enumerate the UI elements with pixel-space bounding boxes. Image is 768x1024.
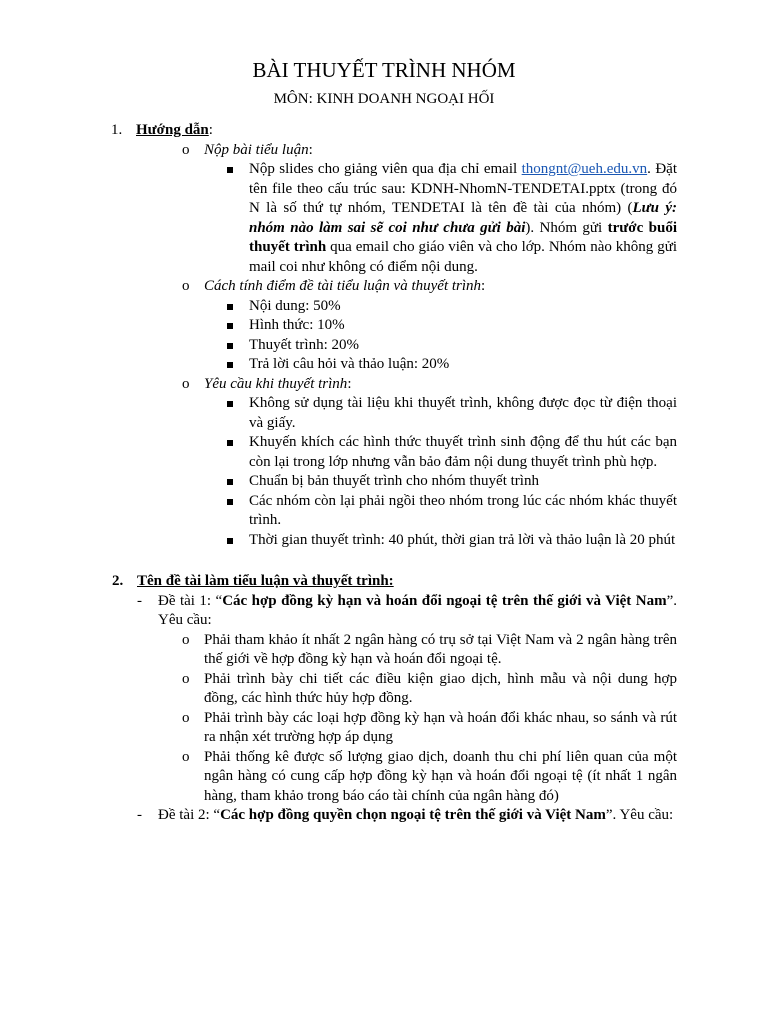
subsection-label: Cách tính điểm đề tài tiểu luận và thuyết trình <box>204 278 482 294</box>
square-bullet-icon <box>227 355 233 375</box>
subsection-label: Yêu cầu khi thuyết trình <box>204 375 348 392</box>
bullet-item: Chuẩn bị bản thuyết trình cho nhóm thuyết trình <box>0 472 677 492</box>
bullet-item: Nộp slides cho giảng viên qua địa chỉ email thongnt@ueh.edu.vn. Đặt tên file theo cấu trúc sau: KDNH-NhomN-TENDETAI.pptx (trong đó N là số thứ tự nhóm, TENDETAI là tên đề tài của nhóm) (Lưu ý: nhóm nào làm sai sẽ coi như chưa gửi bài). Nhóm gửi trước buổi thuyết trình qua email cho giáo viên và cho lớp. Nhóm nào không gửi mail coi như không có điểm nội dung. <box>0 160 677 277</box>
section-title: Hướng dẫn <box>136 122 209 138</box>
topic-2: - Đề tài 2: “Các hợp đồng quyền chọn ngoại tệ trên thế giới và Việt Nam”. Yêu cầu: <box>0 806 677 826</box>
square-bullet-icon <box>227 472 233 492</box>
circle-bullet-icon: o <box>182 278 190 294</box>
square-bullet-icon <box>227 297 233 317</box>
bullet-item: Thuyết trình: 20% <box>0 336 677 356</box>
dash-bullet-icon: - <box>137 592 142 609</box>
bullet-item: Không sử dụng tài liệu khi thuyết trình, không được đọc từ điện thoại và giấy. <box>0 394 677 433</box>
topic-title: Các hợp đồng quyền chọn ngoại tệ trên thế giới và Việt Nam <box>220 807 606 823</box>
section-title: Tên đề tài làm tiểu luận và thuyết trình: <box>137 573 394 589</box>
email-link[interactable]: thongnt@ueh.edu.vn <box>521 161 648 177</box>
topic-requirement: o Phải trình bày các loại hợp đồng kỳ hạn và hoán đổi khác nhau, so sánh và rút ra nhận xét trường hợp áp dụng <box>182 709 677 745</box>
circle-bullet-icon: o <box>182 709 190 726</box>
bullet-item: Trả lời câu hỏi và thảo luận: 20% <box>0 355 677 375</box>
square-bullet-icon <box>227 433 233 453</box>
subsection-cach-tinh-diem: o Cách tính điểm đề tài tiểu luận và thuyết trình: <box>0 277 768 297</box>
circle-bullet-icon: o <box>182 670 190 687</box>
square-bullet-icon <box>227 336 233 356</box>
document-title: BÀI THUYẾT TRÌNH NHÓM <box>252 58 516 82</box>
section-2-heading <box>0 572 768 592</box>
square-bullet-icon <box>227 531 233 551</box>
subsection-nop-bai: o Nộp bài tiểu luận: <box>0 141 768 161</box>
section-number: 2. <box>112 573 124 589</box>
square-bullet-icon <box>227 316 233 336</box>
subsection-label: Nộp bài tiểu luận <box>204 141 309 158</box>
square-bullet-icon <box>227 394 233 414</box>
circle-bullet-icon: o <box>182 141 190 158</box>
circle-bullet-icon: o <box>182 748 190 765</box>
circle-bullet-icon: o <box>182 375 190 392</box>
bullet-item: Khuyến khích các hình thức thuyết trình sinh động để thu hút các bạn còn lại trong lớp nhưng vẫn bảo đảm nội dung thuyết trình phù hợp. <box>0 433 677 472</box>
document-body <box>0 121 768 826</box>
warning-note: Lưu ý: nhóm nào làm sai sẽ coi như chưa gửi bài <box>249 200 677 236</box>
circle-bullet-icon: o <box>182 631 190 648</box>
bullet-item: Các nhóm còn lại phải ngồi theo nhóm trong lúc các nhóm khác thuyết trình. <box>0 492 677 531</box>
square-bullet-icon <box>227 492 233 512</box>
dash-bullet-icon: - <box>137 807 142 823</box>
topic-title: Các hợp đồng kỳ hạn và hoán đổi ngoại tệ trên thế giới và Việt Nam <box>222 592 667 609</box>
topic-requirement: o Phải thống kê được số lượng giao dịch, doanh thu chi phí liên quan của một ngân hàng có cung cấp hợp đồng kỳ hạn và hoán đổi ngoại tệ (ít nhất 1 ngân hàng, tham khảo trong báo cáo tài chính của ngân hàng đó) <box>182 748 677 804</box>
document-subtitle: MÔN: KINH DOANH NGOẠI HỐI <box>273 91 495 107</box>
square-bullet-icon <box>227 160 233 180</box>
topic-1: - Đề tài 1: “Các hợp đồng kỳ hạn và hoán đổi ngoại tệ trên thế giới và Việt Nam”. Yêu cầu: <box>137 592 677 628</box>
bullet-item: Thời gian thuyết trình: 40 phút, thời gian trả lời và thảo luận là 20 phút <box>0 531 677 551</box>
section-1-heading: 1. Hướng dẫn: <box>0 121 768 141</box>
bullet-item: Nội dung: 50% <box>0 297 677 317</box>
section-number: 1. <box>111 122 123 138</box>
topic-requirement: o Phải trình bày chi tiết các điều kiện giao dịch, hình mẫu và nội dung hợp đồng, các hình thức hủy hợp đồng. <box>182 670 677 706</box>
subsection-yeu-cau: o Yêu cầu khi thuyết trình: <box>0 375 768 395</box>
topic-requirement: o Phải tham khảo ít nhất 2 ngân hàng có trụ sở tại Việt Nam và 2 ngân hàng trên thế giới về hợp đồng kỳ hạn và hoán đổi ngoại tệ. <box>182 631 677 667</box>
bullet-item: Hình thức: 10% <box>0 316 677 336</box>
emphasis-text: trước buổi thuyết trình <box>249 219 677 255</box>
